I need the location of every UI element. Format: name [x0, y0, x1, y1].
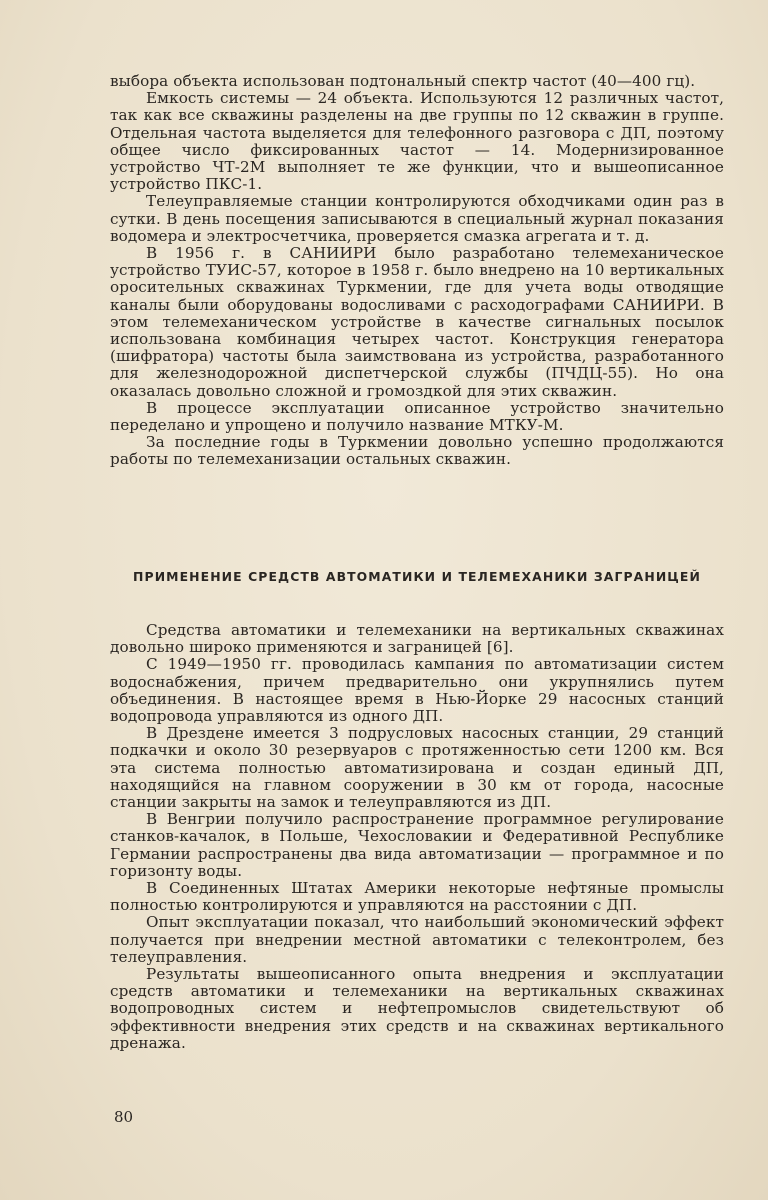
paragraph-system-capacity: Емкость системы — 24 объекта. Используются 12 различных частот, так как все скважины разделены на две группы по 12 скважин в группе. Отдельная частота выделяется для телефонного разговора с ДП, поэтому общее число фиксированных частот — 14. Модернизированное устройство ЧТ-2М выполняет те же функции, что и вышеописанное устройство ПКС-1.	[110, 89, 724, 194]
section-continuation	[110, 73, 724, 469]
paragraph-tuis-57: В 1956 г. в САНИИРИ было разработано телемеханическое устройство ТУИС-57, которое в 1958 г. было внедрено на 10 вертикальных оросительных скважинах Туркмении, где для учета воды отводящие каналы были оборудованы водосливами с расходографами САНИИРИ. В этом телемеханическом устройстве в качестве сигнальных посылок использована комбинация четырех частот. Конструкция генератора (шифратора) частоты была заимствована из устройства, разработанного для железнодорожной диспетчерской службы (ПЧДЦ-55). Но она оказалась довольно сложной и громоздкой для этих скважин.	[110, 244, 724, 400]
paragraph-frequency-spectrum: выбора объекта использован подтональный спектр частот (40—400 гц).	[110, 72, 696, 90]
paragraph-abroad-intro: Средства автоматики и телемеханики на вертикальных скважинах довольно широко применяются и заграницей [6].	[110, 621, 724, 657]
paragraph-station-inspection: Телеуправляемые станции контролируются обходчиками один раз в сутки. В день посещения записываются в специальный журнал показания водомера и электросчетчика, проверяется смазка агрегата и т. д.	[110, 192, 724, 245]
paragraph-turkmenia-progress: За последние годы в Туркмении довольно успешно продолжаются работы по телемеханизации остальных скважин.	[110, 433, 724, 469]
section-heading: ПРИМЕНЕНИЕ СРЕДСТВ АВТОМАТИКИ И ТЕЛЕМЕХАНИКИ ЗАГРАНИЦЕЙ	[133, 569, 701, 584]
paragraph-experience: Опыт эксплуатации показал, что наибольший экономический эффект получается при внедрении местной автоматики с телеконтролем, без телеуправления.	[110, 913, 724, 966]
paragraph-usa: В Соединенных Штатах Америки некоторые нефтяные промыслы полностью контролируются и управляются на расстоянии с ДП.	[110, 879, 724, 915]
page-number: 80	[114, 1108, 134, 1126]
paragraph-new-york: С 1949—1950 гг. проводилась кампания по автоматизации систем водоснабжения, причем предварительно они укрупнялись путем объединения. В настоящее время в Нью-Йорке 29 насосных станций водопровода управляются из одного ДП.	[110, 655, 724, 726]
paragraph-hungary-poland: В Венгрии получило распространение программное регулирование станков-качалок, в Польше, Чехословакии и Федеративной Республике Германии распространены два вида автоматизации — программное и по горизонту воды.	[110, 810, 724, 880]
paragraph-dresden: В Дрездене имеется 3 подрусловых насосных станции, 29 станций подкачки и около 30 резервуаров с протяженностью сети 1200 км. Вся эта система полностью автоматизирована и создан единый ДП, находящийся на главном сооружении в 30 км от города, насосные станции закрыты на замок и телеуправляются из ДП.	[110, 724, 724, 812]
paragraph-mtku-m: В процессе эксплуатации описанное устройство значительно переделано и упрощено и получило название МТКУ-М.	[110, 398, 724, 435]
paragraph-conclusion: Результаты вышеописанного опыта внедрения и эксплуатации средств автоматики и телемеханики на вертикальных скважинах водопроводных систем и нефтепромыслов свидетельствуют об эффективности внедрения этих средств и на скважинах вертикального дренажа.	[110, 965, 724, 1052]
section-abroad	[110, 622, 724, 1052]
